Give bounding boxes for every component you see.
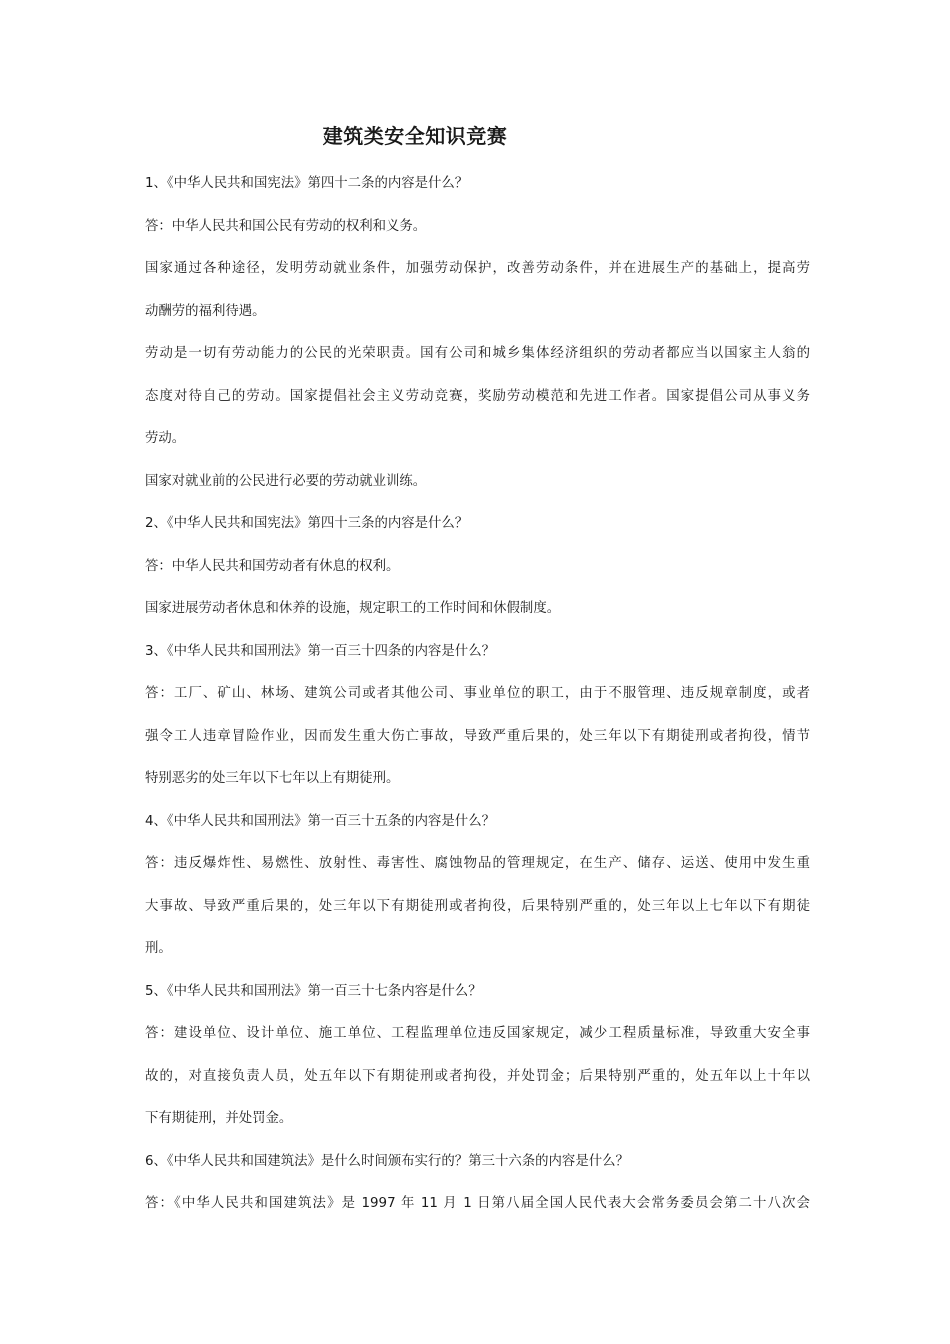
document-line: 答：违反爆炸性、易燃性、放射性、毒害性、腐蚀物品的管理规定，在生产、储存、运送、使用中发生重 <box>145 856 810 871</box>
document-line: 答：《中华人民共和国建筑法》是 1997 年 11 月 1 日第八届全国人民代表大会常务委员会第二十八次会 <box>145 1196 810 1211</box>
document-line: 4、《中华人民共和国刑法》第一百三十五条的内容是什么？ <box>145 813 495 829</box>
document-line: 答：建设单位、设计单位、施工单位、工程监理单位违反国家规定，减少工程质量标准，导致重大安全事 <box>145 1026 810 1041</box>
document-line: 态度对待自己的劳动。国家提倡社会主义劳动竞赛，奖励劳动模范和先进工作者。国家提倡公司从事义务 <box>145 388 810 404</box>
document-line: 6、《中华人民共和国建筑法》是什么时间颁布实行的？第三十六条的内容是什么？ <box>145 1153 629 1169</box>
document-line: 答：工厂、矿山、林场、建筑公司或者其他公司、事业单位的职工，由于不服管理、违反规章制度，或者 <box>145 686 810 701</box>
document-line: 国家进展劳动者休息和休养的设施，规定职工的工作时间和休假制度。 <box>145 601 561 616</box>
document-line: 大事故、导致严重后果的，处三年以下有期徒刑或者拘役，后果特别严重的，处三年以上七年以下有期徒 <box>145 898 810 914</box>
document-line: 劳动。 <box>145 431 186 446</box>
document-line: 下有期徒刑，并处罚金。 <box>145 1111 293 1126</box>
document-line: 国家通过各种途径，发明劳动就业条件，加强劳动保护，改善劳动条件，并在进展生产的基础上，提高劳 <box>145 261 810 276</box>
document-title: 建筑类安全知识竞赛 <box>322 124 508 148</box>
document-line: 劳动是一切有劳动能力的公民的光荣职责。国有公司和城乡集体经济组织的劳动者都应当以国家主人翁的 <box>145 346 810 361</box>
document-line: 答：中华人民共和国劳动者有休息的权利。 <box>145 558 400 574</box>
document-body <box>145 163 810 1226</box>
document-line: 强令工人违章冒险作业，因而发生重大伤亡事故，导致严重后果的，处三年以下有期徒刑或者拘役，情节 <box>145 728 810 744</box>
document-line: 3、《中华人民共和国刑法》第一百三十四条的内容是什么？ <box>145 643 495 659</box>
document-line: 2、《中华人民共和国宪法》第四十三条的内容是什么？ <box>145 516 469 531</box>
document-line: 刑。 <box>145 941 172 956</box>
document-line: 答：中华人民共和国公民有劳动的权利和义务。 <box>145 218 427 234</box>
document-line: 5、《中华人民共和国刑法》第一百三十七条内容是什么？ <box>145 983 482 999</box>
document-line: 故的，对直接负责人员，处五年以下有期徒刑或者拘役，并处罚金；后果特别严重的，处五年以上十年以 <box>145 1068 810 1084</box>
document-line: 1、《中华人民共和国宪法》第四十二条的内容是什么？ <box>145 176 469 191</box>
document-line: 特别恶劣的处三年以下七年以上有期徒刑。 <box>145 771 400 786</box>
document-line: 国家对就业前的公民进行必要的劳动就业训练。 <box>145 473 427 489</box>
document-line: 动酬劳的福利待遇。 <box>145 303 266 319</box>
